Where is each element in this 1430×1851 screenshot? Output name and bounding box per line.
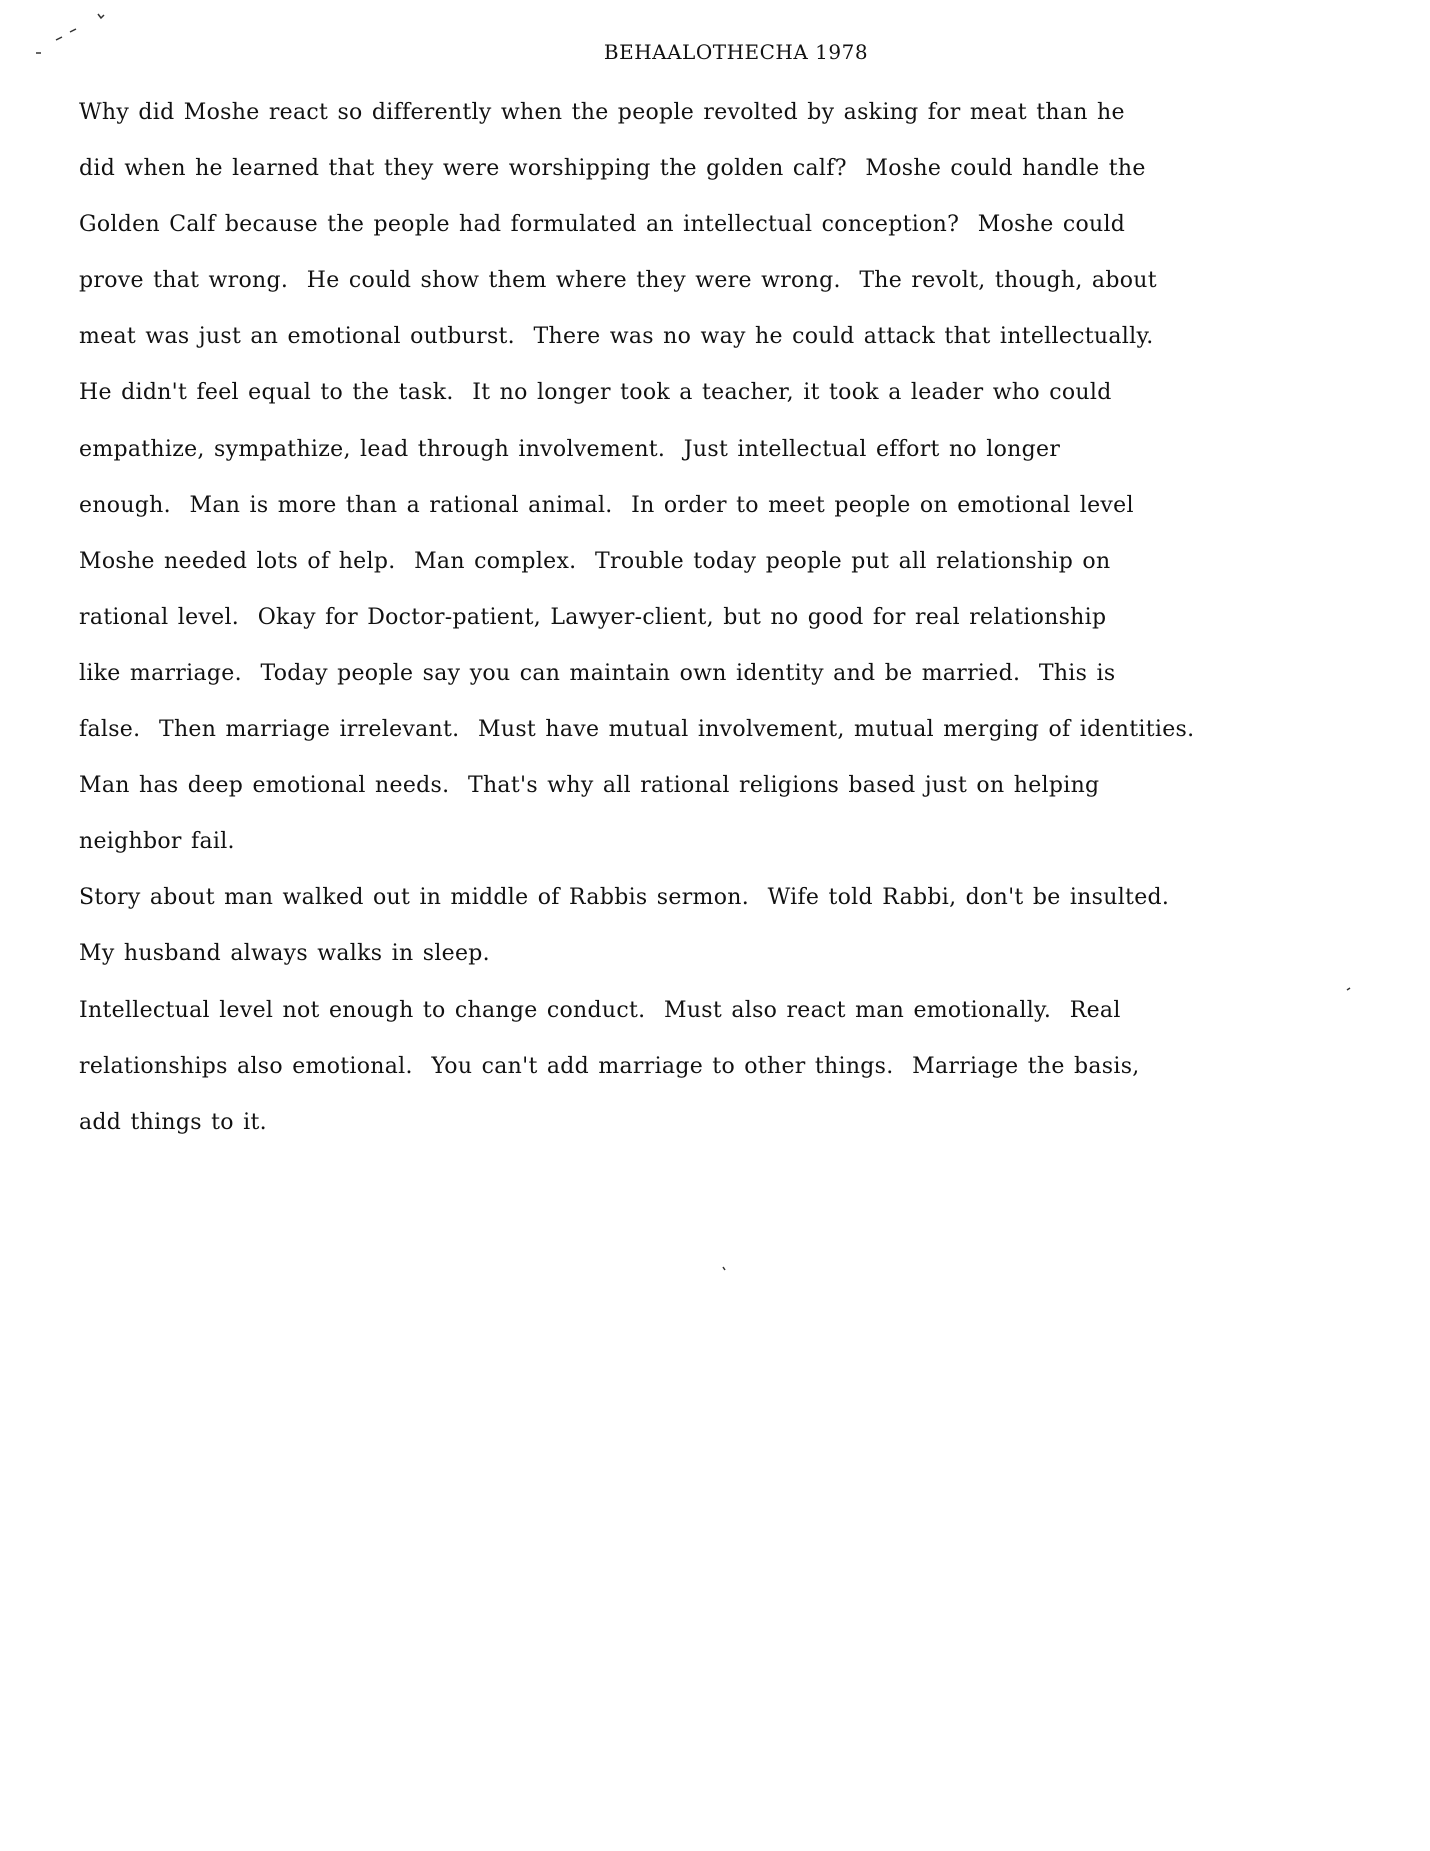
text-line: relationships also emotional. You can't add marriage to other things. Marriage the basis, [79,1053,1140,1079]
text-line: He didn't feel equal to the task. It no longer took a teacher, it took a leader who could [79,380,1112,406]
text-line: neighbor fail. [79,829,235,855]
document-title: BEHAALOTHECHA 1978 [603,40,869,64]
text-line: prove that wrong. He could show them where they were wrong. The revolt, though, about [79,268,1157,294]
text-line: add things to it. [79,1109,267,1135]
text-line: enough. Man is more than a rational animal. In order to meet people on emotional level [79,492,1134,518]
text-line: empathize, sympathize, lead through involvement. Just intellectual effort no longer [79,436,1061,462]
text-line: false. Then marriage irrelevant. Must have mutual involvement, mutual merging of identities. [79,717,1195,743]
text-line: like marriage. Today people say you can maintain own identity and be married. This is [79,660,1116,686]
text-line: Man has deep emotional needs. That's why all rational religions based just on helping [79,773,1100,799]
text-line: Intellectual level not enough to change conduct. Must also react man emotionally. Real [79,997,1121,1023]
text-line: Story about man walked out in middle of Rabbis sermon. Wife told Rabbi, don't be insulted. [79,885,1170,911]
text-line: did when he learned that they were worshipping the golden calf? Moshe could handle the [79,156,1146,182]
text-line: meat was just an emotional outburst. There was no way he could attack that intellectually. [79,324,1154,350]
text-line: My husband always walks in sleep. [79,941,490,967]
text-line: Golden Calf because the people had formulated an intellectual conception? Moshe could [79,212,1126,238]
scan-speck [70,29,76,32]
text-line: Moshe needed lots of help. Man complex. Trouble today people put all relationship on [79,548,1111,574]
scan-speck [98,14,104,18]
text-line: Why did Moshe react so differently when the people revolted by asking for meat than he [79,100,1125,125]
text-line: rational level. Okay for Doctor-patient, Lawyer-client, but no good for real relationship [79,604,1107,630]
scan-speck [723,1267,725,1270]
document-body [79,94,1419,1160]
